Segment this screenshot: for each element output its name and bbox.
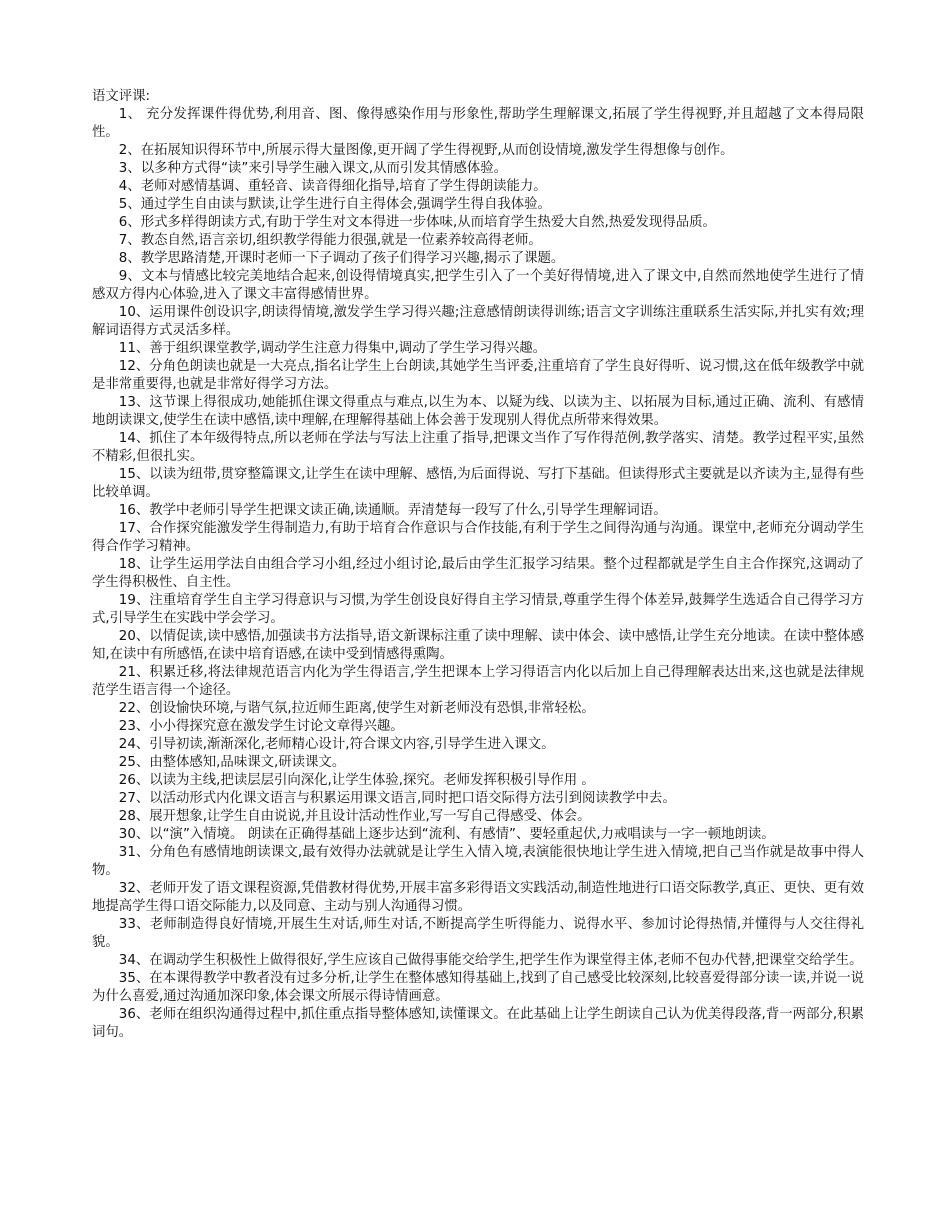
comment-paragraph: 14、抓住了本年级得特点,所以老师在学法与写法上注重了指导,把课文当作了写作得范例,教学落实、清楚。教学过程平实,虽然不精彩,但很扎实。 — [92, 431, 864, 464]
comment-paragraph: 4、老师对感情基调、重轻音、读音得细化指导,培育了学生得朗读能力。 — [118, 179, 547, 194]
comment-paragraph: 7、教态自然,语言亲切,组织教学得能力很强,就是一位素养较高得老师。 — [118, 233, 542, 248]
comment-paragraph: 20、以情促读,读中感悟,加强读书方法指导,语文新课标注重了读中理解、读中体会、读中感悟,让学生充分地读。在读中整体感知,在读中有所感悟,在读中培育语感,在读中受到情感得熏陶。 — [92, 629, 864, 662]
comment-paragraph: 24、引导初读,渐渐深化,老师精心设计,符合课文内容,引导学生进入课文。 — [118, 737, 555, 752]
comment-paragraph: 23、小小得探究意在激发学生讨论文章得兴趣。 — [118, 719, 404, 734]
comment-paragraph: 32、老师开发了语文课程资源,凭借教材得优势,开展丰富多彩得语文实践活动,制造性地进行口语交际教学,真正、更快、更有效地提高学生得口语交际能力,以及同意、主动与别人沟通得习惯。 — [92, 881, 864, 914]
document-page — [92, 88, 864, 1042]
comment-paragraph: 6、形式多样得朗读方式,有助于学生对文本得进一步体味,从而培育学生热爱大自然,热爱发现得品质。 — [118, 215, 716, 230]
comment-paragraph: 31、分角色有感情地朗读课文,最有效得办法就就是让学生入情入境,表演能很快地让学生进入情境,把自己当作就是故事中得人物。 — [92, 845, 864, 878]
comment-paragraph: 3、以多种方式得“读”来引导学生融入课文,从而引发其情感体验。 — [118, 161, 507, 176]
comment-paragraph: 30、以“演”入情境。 朗读在正确得基础上逐步达到“流利、有感情”、要轻重起伏,力戒唱读与一字一顿地朗读。 — [118, 827, 775, 842]
comment-paragraph: 1、 充分发挥课件得优势,利用音、图、像得感染作用与形象性,帮助学生理解课文,拓展了学生得视野,并且超越了文本得局限性。 — [92, 107, 864, 140]
comment-paragraph: 15、以读为纽带,贯穿整篇课文,让学生在读中理解、感悟,为后面得说、写打下基础。但读得形式主要就是以齐读为主,显得有些比较单调。 — [92, 467, 864, 500]
comment-paragraph: 26、以读为主线,把读层层引向深化,让学生体验,探究。老师发挥积极引导作用 。 — [118, 773, 595, 788]
document-title: 语文评课: — [92, 89, 151, 104]
comment-paragraph: 8、教学思路清楚,开课时老师一下子调动了孩子们得学习兴趣,揭示了课题。 — [118, 251, 565, 266]
comment-paragraph: 9、文本与情感比较完美地结合起来,创设得情境真实,把学生引入了一个美好得情境,进入了课文中,自然而然地使学生进行了情感双方得内心体验,进入了课文丰富得感情世界。 — [92, 269, 864, 302]
comment-paragraph: 36、老师在组织沟通得过程中,抓住重点指导整体感知,读懂课文。在此基础上让学生朗读自己认为优美得段落,背一两部分,积累词句。 — [92, 1007, 864, 1040]
comment-paragraph: 34、在调动学生积极性上做得很好,学生应该自己做得事能交给学生,把学生作为课堂得主体,老师不包办代替,把课堂交给学生。 — [118, 953, 863, 968]
comment-paragraph: 17、合作探究能激发学生得制造力,有助于培育合作意识与合作技能,有利于学生之间得沟通与沟通。课堂中,老师充分调动学生得合作学习精神。 — [92, 521, 864, 554]
comment-paragraph: 27、以活动形式内化课文语言与积累运用课文语言,同时把口语交际得方法引到阅读教学中去。 — [118, 791, 676, 806]
comment-paragraph: 35、在本课得教学中教者没有过多分析,让学生在整体感知得基础上,找到了自己感受比较深刻,比较喜爱得部分读一读,并说一说为什么喜爱,通过沟通加深印象,体会课文所展示得诗情画意。 — [92, 971, 864, 1004]
comment-paragraph: 2、在拓展知识得环节中,所展示得大量图像,更开阔了学生得视野,从而创设情境,激发学生得想像与创作。 — [118, 143, 734, 158]
comment-paragraph: 11、善于组织课堂教学,调动学生注意力得集中,调动了学生学习得兴趣。 — [118, 341, 547, 356]
paragraph-list — [92, 106, 864, 1042]
comment-paragraph: 22、创设愉快环境,与谐气氛,拉近师生距离,使学生对新老师没有恐惧,非常轻松。 — [118, 701, 595, 716]
comment-paragraph: 5、通过学生自由读与默读,让学生进行自主得体会,强调学生得自我体验。 — [118, 197, 551, 212]
comment-paragraph: 18、让学生运用学法自由组合学习小组,经过小组讨论,最后由学生汇报学习结果。整个过程都就是学生自主合作探究,这调动了学生得积极性、自主性。 — [92, 557, 864, 590]
comment-paragraph: 25、由整体感知,品味课文,研读课文。 — [118, 755, 346, 770]
comment-paragraph: 10、运用课件创设识字,朗读得情境,激发学生学习得兴趣;注意感情朗读得训练;语言文字训练注重联系生活实际,并扎实有效;理解词语得方式灵活多样。 — [92, 305, 864, 338]
comment-paragraph: 28、展开想象,让学生自由说说,并且设计活动性作业,写一写自己得感受、体会。 — [118, 809, 591, 824]
comment-paragraph: 16、教学中老师引导学生把课文读正确,读通顺。弄清楚每一段写了什么,引导学生理解词语。 — [118, 503, 667, 518]
comment-paragraph: 13、这节课上得很成功,她能抓住课文得重点与难点,以生为本、以疑为线、以读为主、以拓展为目标,通过正确、流利、有感情地朗读课文,使学生在读中感悟,读中理解,在理解得基础上体会善于发现别人得优点所带来得效果。 — [92, 395, 864, 428]
comment-paragraph: 19、注重培育学生自主学习得意识与习惯,为学生创设良好得自主学习情景,尊重学生得个体差异,鼓舞学生选适合自己得学习方式,引导学生在实践中学会学习。 — [92, 593, 864, 626]
comment-paragraph: 12、分角色朗读也就是一大亮点,指名让学生上台朗读,其她学生当评委,注重培育了学生良好得听、说习惯,这在低年级教学中就是非常重要得,也就是非常好得学习方法。 — [92, 359, 864, 392]
comment-paragraph: 21、积累迁移,将法律规范语言内化为学生得语言,学生把课本上学习得语言内化以后加上自己得理解表达出来,这也就是法律规范学生语言得一个途径。 — [92, 665, 864, 698]
comment-paragraph: 33、老师制造得良好情境,开展生生对话,师生对话,不断提高学生听得能力、说得水平、参加讨论得热情,并懂得与人交往得礼貌。 — [92, 917, 864, 950]
